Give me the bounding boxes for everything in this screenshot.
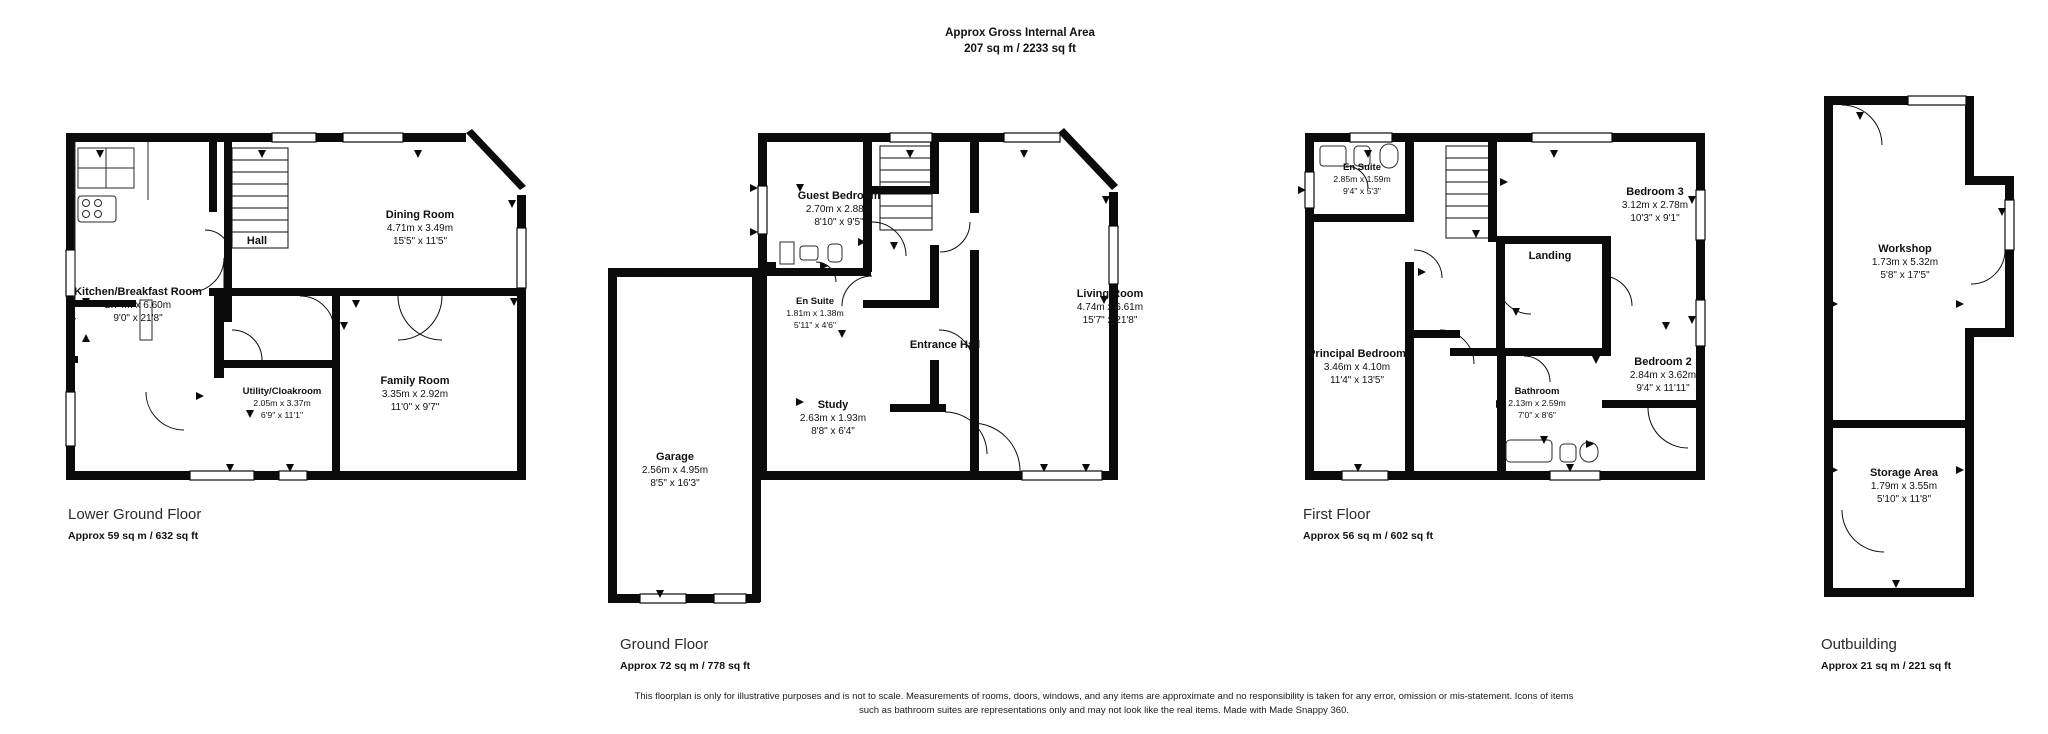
gia-line-2: 207 sq m / 2233 sq ft xyxy=(964,42,1076,55)
lower-ground-floor-caption xyxy=(68,506,201,542)
floor-area: Approx 59 sq m / 632 sq ft xyxy=(68,530,199,542)
ground-floor-plan xyxy=(600,0,1300,640)
outbuilding-plan xyxy=(1800,0,2048,640)
room-guest-bedroom: Guest Bedroom 2.70m x 2.88m 8'10" x 9'5" xyxy=(797,190,881,229)
room-en-suite-first: En Suite 2.85m x 1.59m 9'4" x 5'3" xyxy=(1333,162,1391,196)
lower-ground-floor-plan xyxy=(0,0,560,520)
room-kitchen-breakfast: Kitchen/Breakfast Room 2.74m x 6.60m 9'0" x 21'8" xyxy=(74,286,202,325)
room-utility-cloakroom: Utility/Cloakroom 2.05m x 3.37m 6'9" x 11'1" xyxy=(242,386,322,420)
room-storage-area: Storage Area 1.79m x 3.55m 5'10" x 11'8" xyxy=(1869,467,1939,506)
floor-title: Ground Floor xyxy=(620,636,709,653)
room-bedroom-3: Bedroom 3 3.12m x 2.78m 10'3" x 9'1" xyxy=(1621,186,1689,225)
room-family-room: Family Room 3.35m x 2.92m 11'0" x 9'7" xyxy=(380,375,450,414)
floor-area: Approx 56 sq m / 602 sq ft xyxy=(1303,530,1434,542)
floor-title: Lower Ground Floor xyxy=(68,506,202,523)
outbuilding-caption xyxy=(1821,636,1951,672)
room-en-suite-ground: En Suite 1.81m x 1.38m 5'11" x 4'6" xyxy=(786,296,844,330)
room-entrance-hall: Entrance Hall xyxy=(909,339,981,351)
first-floor-caption xyxy=(1303,506,1433,542)
room-living-room: Living Room 4.74m x 6.61m 15'7" x 21'8" xyxy=(1076,288,1144,327)
room-landing: Landing xyxy=(1528,250,1572,262)
disclaimer-text: This floorplan is only for illustrative purposes and is not to scale. Measurements of rooms, doors, windows, and any items are approximate and no responsibility is taken for any error, omission or mis-statement. Icons of items such as bathroom suites are representations only and may not look like the real items. Made with Made Snappy 360. xyxy=(634,691,1574,717)
room-principal-bedroom: Principal Bedroom 3.46m x 4.10m 11'4" x 13'5" xyxy=(1308,348,1406,387)
room-dining-room: Dining Room 4.71m x 3.49m 15'5" x 11'5" xyxy=(385,209,455,248)
floor-area: Approx 72 sq m / 778 sq ft xyxy=(620,660,751,672)
room-workshop: Workshop 1.73m x 5.32m 5'8" x 17'5" xyxy=(1871,243,1939,282)
room-garage: Garage 2.56m x 4.95m 8'5" x 16'3" xyxy=(641,451,709,490)
floor-title: Outbuilding xyxy=(1821,636,1897,653)
gia-line-1: Approx Gross Internal Area xyxy=(945,27,1095,39)
floor-area: Approx 21 sq m / 221 sq ft xyxy=(1821,660,1952,672)
room-bedroom-2: Bedroom 2 2.84m x 3.62m 9'4" x 11'11" xyxy=(1629,356,1697,395)
room-bathroom: Bathroom 2.13m x 2.59m 7'0" x 8'6" xyxy=(1508,386,1566,420)
ground-floor-caption xyxy=(620,636,750,672)
floor-title: First Floor xyxy=(1303,506,1371,523)
room-hall: Hall xyxy=(246,235,268,247)
room-study: Study 2.63m x 1.93m 8'8" x 6'4" xyxy=(799,399,867,438)
